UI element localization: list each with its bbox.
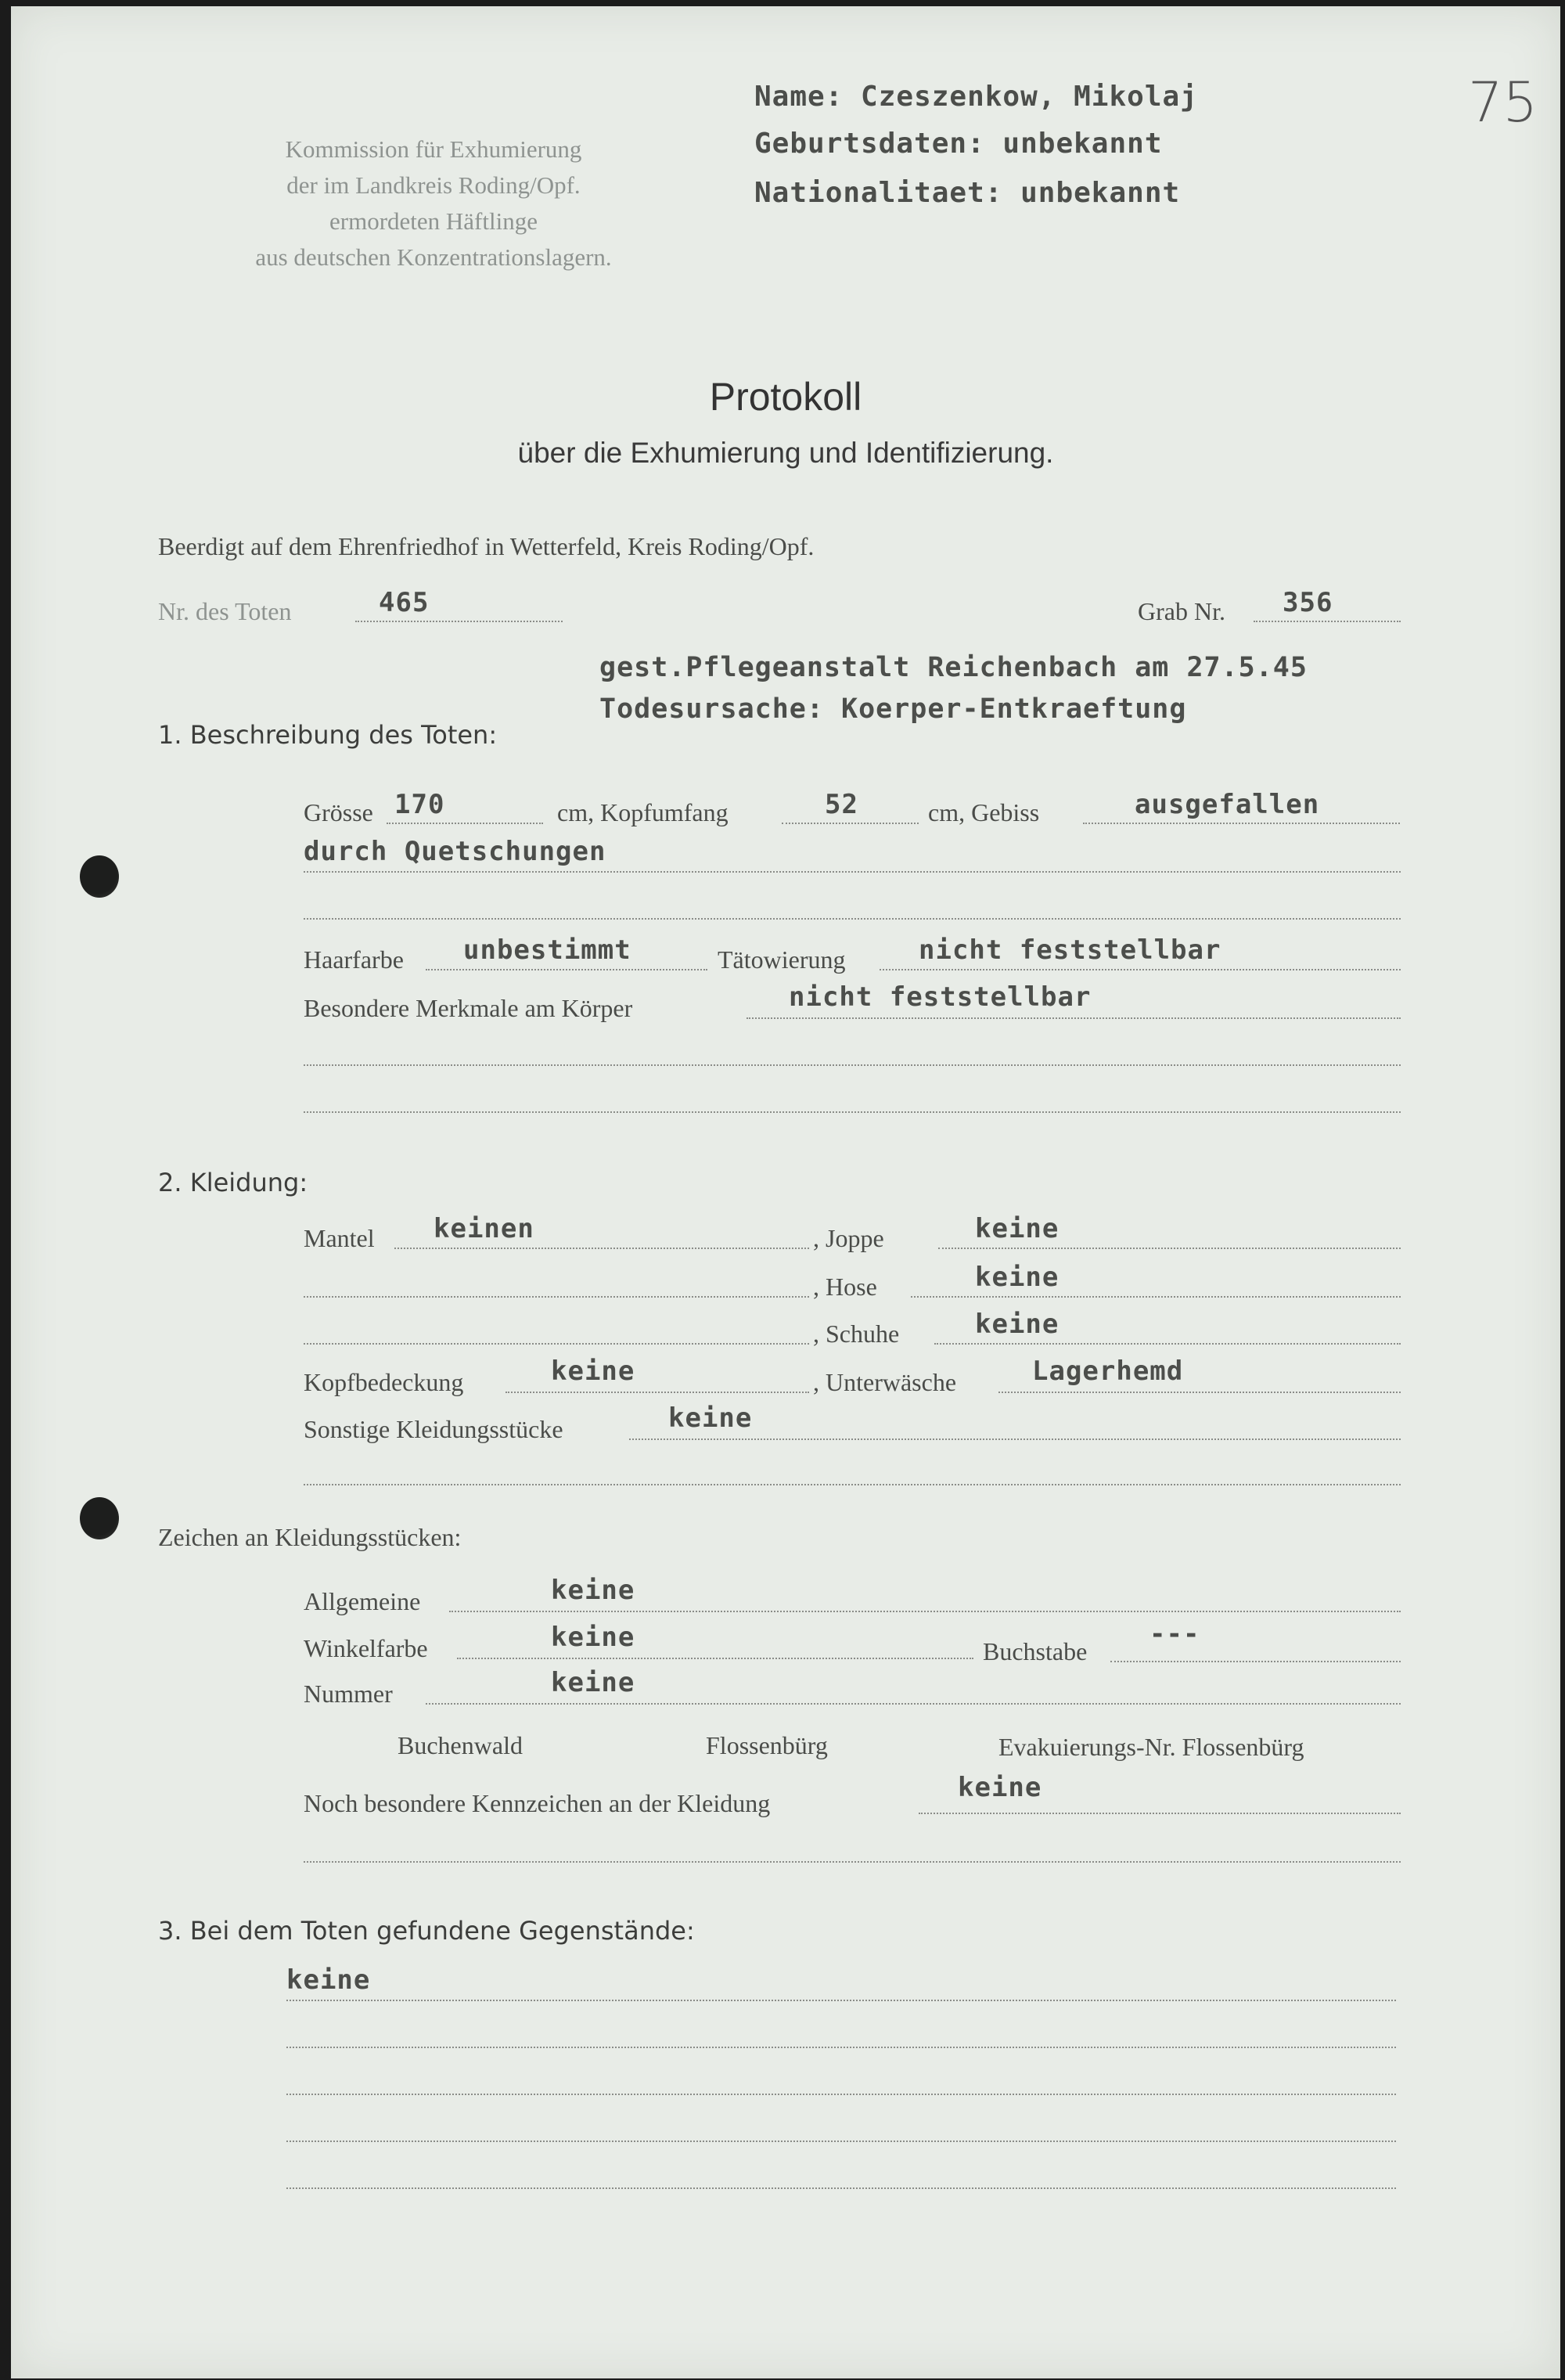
number-label: Nummer (304, 1680, 393, 1708)
commission-line: ermordeten Häftlinge (329, 207, 538, 235)
shoes-label: , Schuhe (813, 1320, 900, 1348)
hair-value: unbestimmt (463, 934, 631, 966)
general-label: Allgemeine (304, 1587, 421, 1615)
jacket-value: keine (975, 1213, 1060, 1244)
section3-heading: 3. Bei dem Toten gefundene Gegenstände: (158, 1916, 695, 1946)
coat-label: Mantel (304, 1224, 375, 1252)
teeth-value: ausgefallen (1135, 789, 1320, 820)
head-value: 52 (825, 789, 858, 820)
number-value: keine (551, 1667, 635, 1698)
trousers-label: , Hose (813, 1273, 877, 1301)
other-clothing-label: Sonstige Kleidungsstücke (304, 1415, 563, 1443)
cm-head-label: cm, Kopfumfang (557, 798, 729, 826)
camp-evacuation-no: Evakuierungs-Nr. Flossenbürg (998, 1733, 1304, 1761)
section1-heading: 1. Beschreibung des Toten: (158, 720, 498, 750)
commission-line: der im Landkreis Roding/Opf. (286, 171, 581, 199)
camp-flossenburg: Flossenbürg (706, 1731, 828, 1759)
name-field: Name: Czeszenkow, Mikolaj (754, 81, 1198, 113)
commission-line: aus deutschen Konzentrationslagern. (255, 243, 612, 271)
page-subtitle: über die Exhumierung und Identifizierung. (517, 437, 1054, 469)
special-marks-label: Noch besondere Kennzeichen an der Kleidung (304, 1789, 771, 1817)
hair-label: Haarfarbe (304, 945, 404, 974)
underwear-value: Lagerhemd (1032, 1356, 1184, 1387)
teeth-value-2: durch Quetschungen (304, 836, 606, 867)
camp-buchenwald: Buchenwald (398, 1731, 523, 1759)
page-title: Protokoll (709, 375, 862, 419)
birth-field: Geburtsdaten: unbekannt (754, 128, 1163, 160)
size-value: 170 (394, 789, 445, 820)
size-label: Grösse (304, 798, 373, 826)
hat-value: keine (551, 1356, 635, 1387)
hat-label: Kopfbedeckung (304, 1368, 464, 1396)
section2-heading: 2. Kleidung: (158, 1168, 308, 1197)
jacket-label: , Joppe (813, 1224, 884, 1252)
punch-hole (80, 855, 119, 898)
color-value: keine (551, 1622, 635, 1653)
grave-no-value: 356 (1283, 587, 1333, 618)
found-items-value: keine (286, 1964, 371, 1996)
tattoo-label: Tätowierung (718, 945, 846, 974)
trousers-value: keine (975, 1262, 1060, 1293)
commission-block (191, 131, 676, 275)
cm-teeth-label: cm, Gebiss (928, 798, 1040, 826)
clothing-marks-heading: Zeichen an Kleidungsstücken: (158, 1523, 462, 1551)
special-marks-value: keine (958, 1772, 1042, 1803)
punch-hole (80, 1497, 119, 1539)
burial-line: Beerdigt auf dem Ehrenfriedhof in Wetterfeld, Kreis Roding/Opf. (158, 532, 815, 560)
marks-label: Besondere Merkmale am Körper (304, 994, 633, 1022)
page-number: 75 (1468, 70, 1538, 135)
shoes-value: keine (975, 1309, 1060, 1340)
letter-value: --- (1149, 1618, 1200, 1650)
marks-value: nicht feststellbar (789, 981, 1092, 1013)
commission-line: Kommission für Exhumierung (285, 135, 582, 163)
nationality-field: Nationalitaet: unbekannt (754, 177, 1181, 209)
note-line-2: Todesursache: Koerper-Entkraeftung (599, 693, 1187, 725)
grave-no-label: Grab Nr. (1138, 597, 1225, 625)
dead-no-label: Nr. des Toten (158, 597, 292, 625)
color-label: Winkelfarbe (304, 1634, 428, 1662)
tattoo-value: nicht feststellbar (919, 934, 1221, 966)
other-clothing-value: keine (668, 1402, 753, 1434)
note-line-1: gest.Pflegeanstalt Reichenbach am 27.5.45 (599, 652, 1308, 683)
general-value: keine (551, 1575, 635, 1606)
underwear-label: , Unterwäsche (813, 1368, 957, 1396)
coat-value: keinen (434, 1213, 534, 1244)
document-page (11, 6, 1560, 2378)
letter-label: Buchstabe (983, 1637, 1088, 1665)
dead-no-value: 465 (379, 587, 430, 618)
